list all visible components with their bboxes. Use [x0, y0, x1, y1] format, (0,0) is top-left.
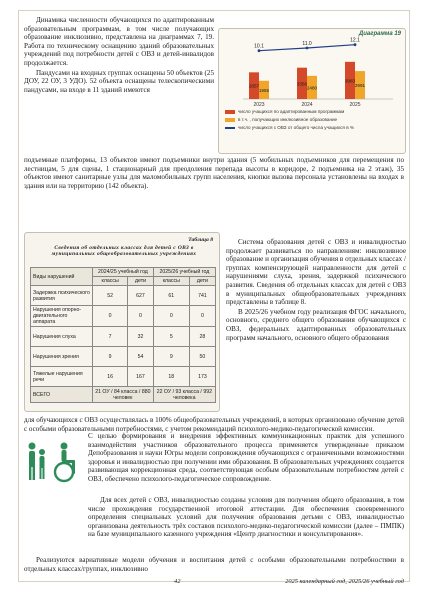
subheader: классы — [93, 277, 128, 286]
row-label: Нарушения опорно-двигательного аппарата — [31, 306, 93, 327]
cell: 32 — [128, 327, 153, 347]
cell: 7 — [93, 327, 128, 347]
chart-svg — [219, 29, 405, 153]
table-row — [31, 327, 216, 347]
pmpk-paragraph: Для всех детей с ОВЗ, инвалидностью созданы условия для получения общего образования, в том числе прохождения государственной итоговой аттестации. Для обеспечения своевременного определения специальных условий для получения образования детьми с ОВЗ, инвалидностью организована деятельность трёх составов психолого-медико-педагогической комиссии (далее – ПМПК) на базе муниципального казенного учреждения «Центр диагностики и консультирования». — [88, 496, 404, 539]
legend-swatch-3 — [225, 127, 235, 129]
right-column-text — [226, 238, 406, 343]
percent-point — [258, 49, 261, 52]
row-label: Нарушения слуха — [31, 327, 93, 347]
cell: 52 — [93, 286, 128, 306]
legend-label-2: в т.ч. , получающих инклюзивное образование — [238, 117, 338, 122]
bar-value-label: 1955 — [258, 87, 270, 93]
legend-swatch-2 — [225, 118, 235, 122]
page-footer — [24, 578, 404, 585]
legend-item-1 — [225, 109, 354, 114]
bar-value-label: 2480 — [306, 85, 318, 91]
table-caption: Таблица 8 — [188, 237, 213, 243]
total-cell: 21 ОУ / 84 класса / 880 человек — [93, 387, 154, 403]
bar-value-label: 3356 — [296, 81, 308, 87]
percent-point — [354, 43, 357, 46]
table-row — [31, 306, 216, 327]
cell: 173 — [189, 367, 215, 387]
percent-point — [306, 47, 309, 50]
intro-text — [24, 16, 214, 95]
models-paragraph: Реализуются вариативные модели обучения и воспитания детей с особыми образовательными потребностями в отдельных классах/группах, инклюзивно — [24, 556, 404, 573]
x-tick-label: 2023 — [253, 102, 265, 108]
cell: 61 — [153, 286, 189, 306]
cell: 16 — [93, 367, 128, 387]
row-label: Тяжелые нарушения речи — [31, 367, 93, 387]
percent-value-label: 11.0 — [302, 41, 312, 47]
cell: 0 — [128, 306, 153, 327]
models-text — [24, 556, 404, 573]
chart-legend — [225, 109, 354, 133]
legend-swatch-1 — [225, 110, 235, 114]
cell: 0 — [189, 306, 215, 327]
people-icon — [29, 443, 46, 481]
legend-item-3 — [225, 125, 354, 130]
chart-title: Диаграмма 19 — [358, 31, 401, 37]
legend-label-1: число учащихся по адаптированным программам — [238, 109, 345, 114]
total-label: ВСЕГО — [31, 387, 93, 403]
support-paragraph-1: С целью формирования и внедрения эффективных коммуникационных практик для успешного взаимодействия участников образовательного процесса применяется утвержденные приказом Депобразования и науки Югры модели сопровождения обучающихся с ограниченными возможностями здоровья и инвалидностью при получении ими образования. В образовательных учреждениях создается развивающая коррекционная среда, соответствующая особым образовательным потребностям детей с ОВЗ, обеспечено психолого-педагогическое сопровождение. — [88, 432, 404, 483]
x-tick-label: 2024 — [301, 102, 313, 108]
header-year-1: 2024/25 учебный год — [93, 268, 154, 277]
table-title: Сведения об отдельных классах для детей с ОВЗ в муниципальных общеобразовательных учреждениях — [51, 245, 197, 258]
intro-paragraph-2: Пандусами на входных группах оснащены 50 объектов (25 ДОУ, 22 ОУ, 3 УДО). 52 объекта оснащены телескопическими пандусами, на входе в 11 зданий имеются — [24, 68, 214, 94]
bar-value-label: 3983 — [344, 78, 356, 84]
accessibility-icons — [24, 440, 86, 500]
classes-table — [30, 267, 216, 403]
row-label: Задержка психического развития — [31, 286, 93, 306]
right-paragraph-2: В 2025/26 учебном году реализация ФГОС начального, основного, среднего общего образования обучающихся с ОВЗ, федеральных адаптированных образовательных программ начального, основного общего образования — [226, 307, 406, 342]
cell: 50 — [189, 347, 215, 367]
table-row — [31, 367, 216, 387]
percent-value-label: 12.1 — [350, 37, 360, 44]
table-row — [31, 286, 216, 306]
wheelchair-icon — [55, 443, 75, 482]
cell: 5 — [153, 327, 189, 347]
header-year-2: 2025/26 учебный год — [153, 268, 215, 277]
cell: 9 — [153, 347, 189, 367]
accessibility-icon-group — [24, 440, 86, 484]
cell: 741 — [189, 286, 215, 306]
legend-item-2 — [225, 117, 354, 122]
table-header-row — [31, 268, 216, 277]
equipment-paragraph: подъемные платформы, 13 объектов имеют подъемники внутри здания (5 мобильных подъемников для перемещения по лестницам, 5 для сцены, 1 стационарный для преодоления перепада высоты в коридоре, 2 подъемника на 2 этаж), 35 объектов имеют санитарные узлы для маломобильных групп населения, кнопки вызова персонала установлены на входах в здания или на территорию (142 объекта). — [24, 156, 404, 190]
subheader: классы — [153, 277, 189, 286]
row-label: Нарушения зрения — [31, 347, 93, 367]
cell: 28 — [189, 327, 215, 347]
header-type: Виды нарушений — [31, 268, 93, 286]
pmpk-text — [88, 496, 404, 539]
subheader: дети — [189, 277, 215, 286]
total-cell: 22 ОУ / 93 класса / 992 человека — [153, 387, 215, 403]
cell: 0 — [153, 306, 189, 327]
bar-value-label: 2991 — [354, 83, 366, 89]
percent-value-label: 10.1 — [254, 43, 264, 50]
chart-diagram-19 — [218, 28, 406, 154]
table-total-row — [31, 387, 216, 403]
table-row — [31, 347, 216, 367]
page-number: 42 — [174, 578, 181, 585]
legend-label-3: число учащихся с ОВЗ от общего числа учащихся в % — [238, 125, 354, 130]
bar-value-label: 2857 — [248, 83, 260, 89]
subheader: дети — [128, 277, 153, 286]
cell: 9 — [93, 347, 128, 367]
footer-text: 2025 календарный год, 2025/26 учебный год — [285, 578, 404, 585]
cell: 627 — [128, 286, 153, 306]
right-paragraph-1: Система образования детей с ОВЗ и инвалидностью продолжает развиваться по направлениям: инклюзивное образование и организация обучения в отдельных классах / группах компенсирующей направленности для детей с нарушениями слуха, зрения, задержкой психического развития. Сведения об отдельных классах для детей с ОВЗ в муниципальных общеобразовательных учреждениях представлены в таблице 8. — [226, 238, 406, 307]
cell: 167 — [128, 367, 153, 387]
cell: 54 — [128, 347, 153, 367]
x-tick-label: 2025 — [349, 102, 361, 108]
intro-paragraph-1: Динамика численности обучающихся по адаптированным образовательным программам, в том числе получающих образование инклюзивно, представлена на диаграммах 7, 19. Работа по техническому оснащению зданий образовательных учреждений под потребности детей с ОВЗ и детей-инвалидов продолжается. — [24, 16, 214, 67]
table-8-box — [24, 232, 220, 412]
cell: 0 — [93, 306, 128, 327]
fgos-paragraph: для обучающихся с ОВЗ осуществлялась в 100% общеобразовательных учреждений, в которых организовано обучение детей с особыми образовательными потребностями, с учетом рекомендаций психолого-медико-педагогической комиссии. — [24, 416, 404, 433]
support-text — [88, 432, 404, 484]
cell: 18 — [153, 367, 189, 387]
